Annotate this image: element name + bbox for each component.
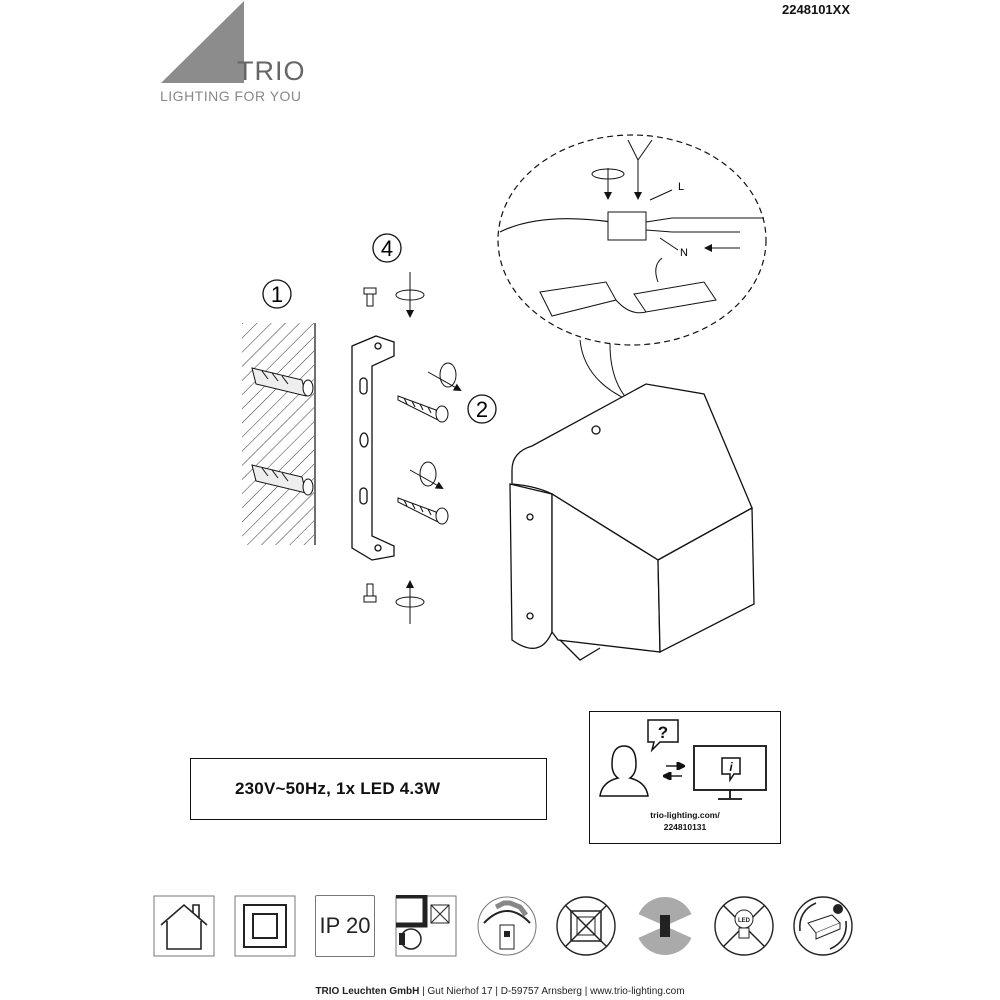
- driver-icon: [792, 895, 854, 957]
- wall-lamp-body: [510, 384, 754, 660]
- house-icon: [153, 895, 215, 957]
- svg-text:i: i: [729, 760, 733, 774]
- recessed-crossed-icon: [395, 895, 457, 957]
- double-square-icon: [234, 895, 296, 957]
- rotation-arrow-icon: [410, 363, 460, 488]
- wall-section: [242, 323, 315, 545]
- no-cover-icon: [555, 895, 617, 957]
- neutral-wire-label: N: [680, 247, 688, 259]
- step-4-marker: [373, 234, 401, 262]
- dimmer-icon: [476, 895, 538, 957]
- wiring-detail: [498, 135, 766, 400]
- screw-lower: [398, 498, 448, 524]
- exchange-arrows-icon: [666, 766, 682, 776]
- monitor-info-icon: [694, 746, 766, 799]
- brand-tagline: LIGHTING FOR YOU: [160, 88, 302, 104]
- spec-box: [190, 758, 547, 820]
- brand-name: TRIO: [237, 56, 306, 86]
- footer: [0, 986, 1000, 997]
- svg-text:LED: LED: [738, 918, 750, 924]
- info-box: [589, 711, 781, 844]
- step-2-label: 2: [475, 397, 489, 422]
- step-2-marker: [468, 395, 496, 423]
- article-number: 2248101XX: [782, 2, 850, 17]
- footer-separator: |: [422, 986, 425, 997]
- user-icon: [600, 746, 648, 796]
- up-down-light-icon: [634, 895, 696, 957]
- support-url: trio-lighting.com/: [650, 810, 720, 820]
- support-graphic: [590, 712, 782, 808]
- led-crossed-icon: [713, 895, 775, 957]
- support-code: 224810131: [663, 822, 707, 832]
- step-4-label: 4: [380, 236, 394, 261]
- small-screw-top: [364, 272, 424, 316]
- footer-separator: |: [584, 986, 588, 997]
- terminal-block: [608, 212, 646, 240]
- ip-rating-icon: [315, 895, 375, 957]
- live-wire-label: L: [678, 181, 685, 193]
- footer-city: D-59757 Arnsberg: [500, 986, 582, 997]
- footer-separator: |: [495, 986, 498, 997]
- ip-rating-text: IP 20: [319, 913, 371, 938]
- footer-company: TRIO Leuchten GmbH: [315, 986, 420, 997]
- screw-upper: [398, 396, 448, 422]
- step-1-marker: [263, 280, 291, 308]
- power-spec: 230V~50Hz, 1x LED 4.3W: [235, 779, 441, 798]
- svg-text:?: ?: [657, 723, 669, 742]
- step-1-label: 1: [270, 282, 284, 307]
- question-bubble-icon: [648, 720, 678, 750]
- footer-street: Gut Nierhof 17: [427, 986, 493, 997]
- small-screw-bottom: [364, 582, 424, 624]
- footer-web-link[interactable]: www.trio-lighting.com: [590, 986, 685, 997]
- mounting-bracket: [352, 336, 394, 560]
